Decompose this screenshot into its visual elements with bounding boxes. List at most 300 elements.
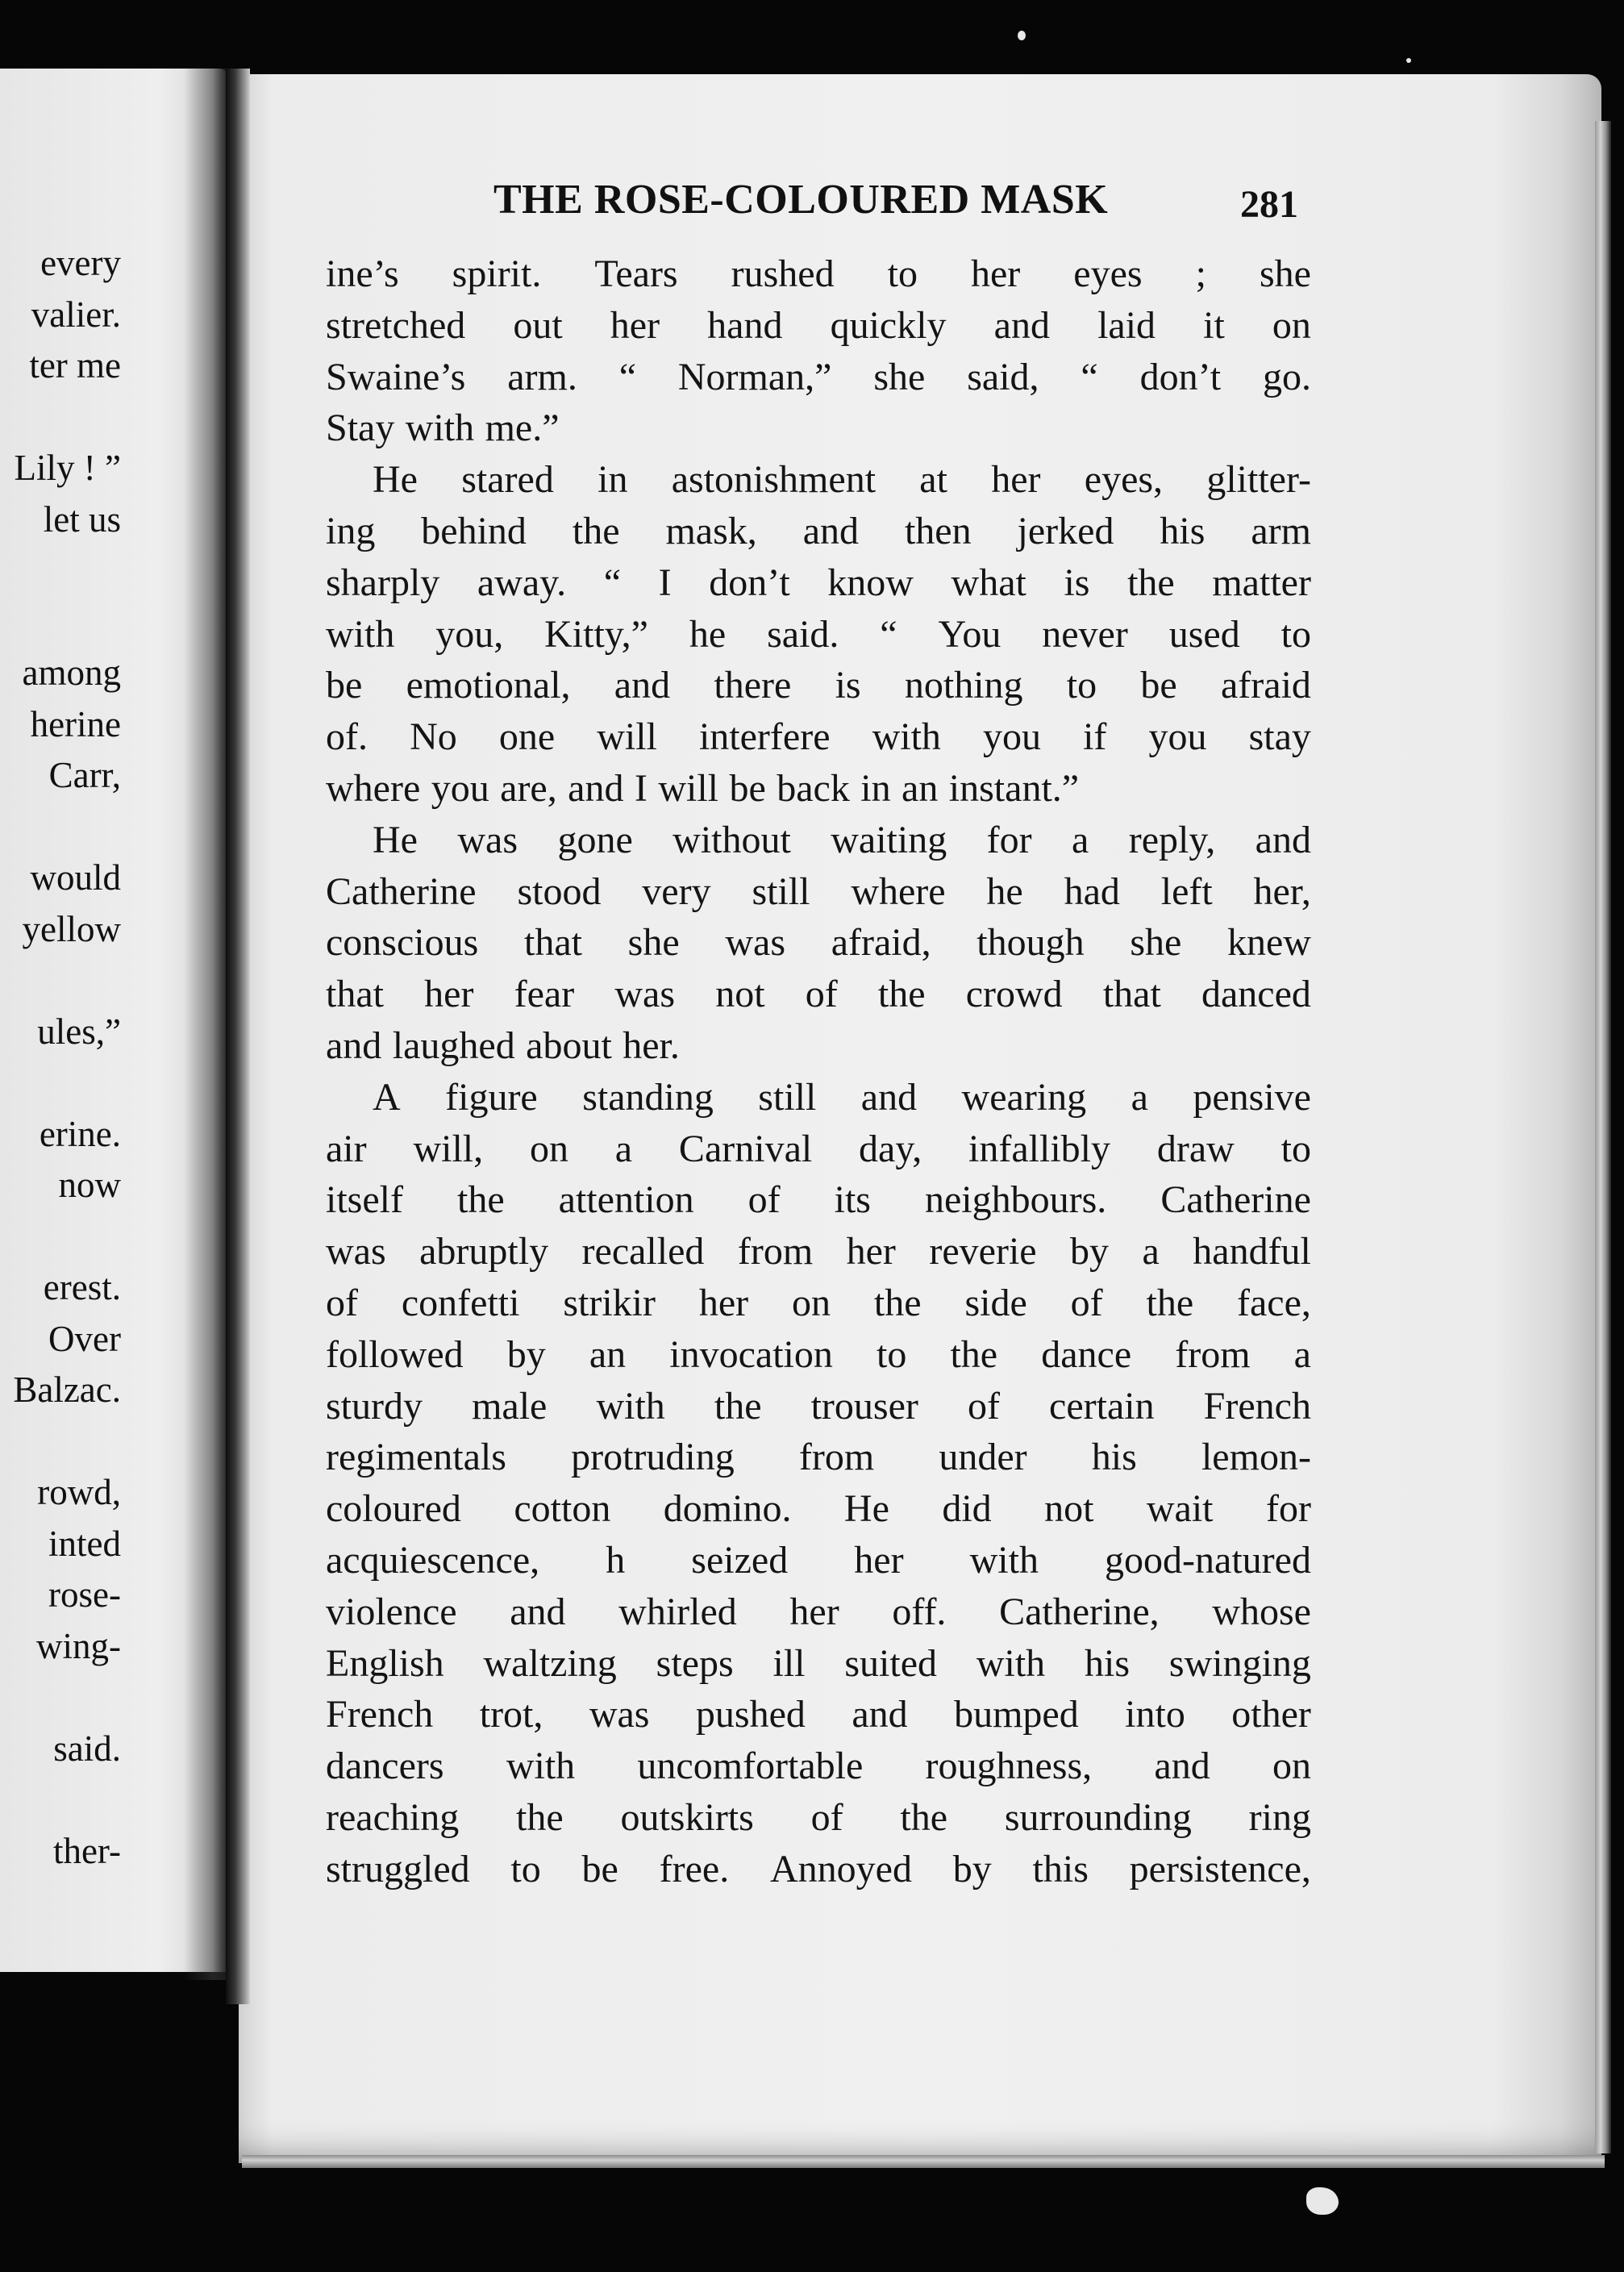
word: face, (1237, 1281, 1311, 1324)
word: very (642, 869, 711, 913)
word: be (326, 664, 363, 707)
word: this (1032, 1847, 1089, 1891)
word: attention (558, 1178, 694, 1222)
word: it (1203, 303, 1225, 347)
word: the (714, 1384, 762, 1428)
word: cotton (514, 1487, 611, 1531)
word: a (1142, 1230, 1160, 1274)
word: you (431, 766, 489, 810)
word: He (843, 1487, 889, 1531)
word: away. (477, 561, 567, 604)
text-line (326, 352, 1311, 403)
word: ing (326, 509, 376, 552)
word: eyes (1073, 252, 1143, 295)
left-page-line (0, 392, 121, 444)
word: I (658, 561, 672, 604)
word: afraid, (831, 921, 931, 965)
word: with (976, 1641, 1046, 1685)
word: and (510, 1590, 566, 1633)
text-line (326, 248, 1311, 300)
word: quickly (830, 303, 947, 347)
word: danced (1201, 973, 1311, 1016)
word: you, (435, 612, 504, 656)
word: of (805, 973, 838, 1016)
word: arm (1251, 509, 1311, 552)
word: other (1231, 1693, 1311, 1736)
word: lemon- (1201, 1436, 1311, 1479)
word: the (1146, 1281, 1194, 1324)
word: by (952, 1847, 992, 1891)
word: by (506, 1332, 546, 1376)
word: he (986, 869, 1023, 913)
text-line (326, 1792, 1311, 1844)
word: not (715, 973, 765, 1016)
word: back (777, 766, 850, 810)
word: struggled (326, 1847, 470, 1891)
text-line (326, 300, 1311, 352)
left-page-line: wing- (36, 1625, 121, 1666)
left-page-line: valier. (31, 294, 121, 335)
word: still (752, 869, 810, 913)
word: infallibly (968, 1127, 1111, 1170)
word: to (1280, 612, 1311, 656)
word: bumped (954, 1693, 1079, 1736)
word: was (614, 973, 676, 1016)
running-head: THE ROSE-COLOURED MASK (493, 177, 1109, 223)
word: “ (603, 561, 621, 604)
word: will (597, 715, 657, 759)
word: and (614, 664, 671, 707)
word: and (568, 766, 624, 810)
word: spirit. (452, 252, 542, 295)
word: on (792, 1281, 831, 1324)
word: in (598, 458, 628, 502)
word: protruding (571, 1436, 735, 1479)
word: the (950, 1332, 998, 1376)
word: her (991, 458, 1041, 502)
word: trot, (479, 1693, 543, 1736)
left-page-line: said. (53, 1728, 121, 1769)
word: she (1259, 252, 1311, 295)
word: dancers (326, 1745, 444, 1788)
word: that (524, 921, 582, 965)
word: the (516, 1795, 564, 1839)
word: No (410, 715, 457, 759)
word: He (373, 458, 418, 502)
word: her, (1253, 869, 1311, 913)
word: if (1083, 715, 1107, 759)
word: abruptly (419, 1230, 549, 1274)
word: on (529, 1127, 568, 1170)
word: and (860, 1075, 918, 1119)
word: be (581, 1847, 618, 1891)
text-line (326, 917, 1311, 969)
word: astonishment (671, 458, 877, 502)
word: recalled (581, 1230, 705, 1274)
word: Catherine (326, 869, 477, 913)
word: coloured (326, 1487, 461, 1531)
word: Catherine (1160, 1178, 1311, 1222)
word: was (457, 818, 518, 861)
text-line (326, 1174, 1311, 1226)
word: to (1066, 664, 1097, 707)
word: an (902, 766, 939, 810)
word: pensive (1193, 1075, 1311, 1119)
word: draw (1156, 1127, 1235, 1170)
word: seized (691, 1538, 789, 1582)
word: in (860, 766, 891, 810)
word: of (326, 1281, 358, 1324)
word: she (627, 921, 680, 965)
text-line (326, 1381, 1311, 1432)
word: domino. (663, 1487, 792, 1531)
word: for (1265, 1487, 1311, 1531)
text-line (326, 866, 1311, 918)
word: outskirts (620, 1795, 754, 1839)
word: me.” (485, 406, 560, 450)
word: had (1064, 869, 1120, 913)
word: don’t (1139, 355, 1222, 398)
word: was (326, 1230, 386, 1274)
word: confetti (401, 1281, 520, 1324)
word: stay (1248, 715, 1311, 759)
word: reply, (1128, 818, 1216, 861)
page-number: 281 (1240, 183, 1298, 226)
word: Tears (594, 252, 678, 295)
left-page-line: ther- (52, 1830, 121, 1871)
dust-speck (1406, 58, 1411, 63)
word: interfere (698, 715, 831, 759)
word: his (1091, 1436, 1137, 1479)
word: was (725, 921, 785, 965)
word: there (714, 664, 792, 707)
word: laid (1097, 303, 1156, 347)
word: where (851, 869, 946, 913)
word: the (572, 509, 620, 552)
word: she (873, 355, 926, 398)
word: the (1127, 561, 1175, 604)
word: her (970, 252, 1021, 295)
word: standing (582, 1075, 714, 1119)
word: an (589, 1332, 627, 1376)
word: whirled (618, 1590, 737, 1633)
left-page-line (0, 1057, 121, 1109)
text-line (326, 1586, 1311, 1638)
word: into (1125, 1693, 1185, 1736)
word: You (938, 612, 1001, 656)
word: her (698, 1281, 749, 1324)
word: though (976, 921, 1085, 965)
text-line (326, 969, 1311, 1020)
word: that (1102, 973, 1161, 1016)
word: left (1160, 869, 1213, 913)
text-line (326, 1020, 1311, 1072)
word: pushed (695, 1693, 806, 1736)
text-line (326, 1432, 1311, 1483)
word: and (852, 1693, 908, 1736)
left-page-line (0, 802, 121, 853)
word: whose (1212, 1590, 1311, 1633)
word: glitter- (1206, 458, 1311, 502)
text-line (326, 1740, 1311, 1792)
word: persistence, (1129, 1847, 1311, 1891)
word: mask, (665, 509, 757, 552)
word: go. (1262, 355, 1311, 398)
word: Norman,” (677, 355, 832, 398)
text-line (326, 454, 1311, 506)
word: invocation (669, 1332, 833, 1376)
word: Carnival (678, 1127, 813, 1170)
left-page-line (0, 1211, 121, 1263)
word: that (326, 973, 384, 1016)
word: don’t (709, 561, 790, 604)
word: the (900, 1795, 948, 1839)
text-line (326, 1226, 1311, 1278)
word: instant.” (948, 766, 1080, 810)
left-page-line: herine (30, 703, 121, 744)
word: certain (1049, 1384, 1155, 1428)
word: you (983, 715, 1041, 759)
word: itself (326, 1178, 403, 1222)
word: hand (707, 303, 783, 347)
word: jerked (1017, 509, 1114, 552)
word: trouser (810, 1384, 918, 1428)
word: air (326, 1127, 367, 1170)
word: Swaine’s (326, 355, 466, 398)
word: ; (1195, 252, 1206, 295)
word: still (758, 1075, 817, 1119)
text-line (326, 1483, 1311, 1535)
word: matter (1212, 561, 1311, 604)
word: handful (1193, 1230, 1311, 1274)
word: her. (623, 1023, 680, 1067)
text-line (326, 506, 1311, 557)
word: steps (656, 1641, 734, 1685)
word: sharply (326, 561, 440, 604)
text-line (326, 609, 1311, 661)
word: stood (517, 869, 602, 913)
word: what (951, 561, 1026, 604)
word: with (969, 1538, 1039, 1582)
word: off. (892, 1590, 947, 1633)
word: reverie (929, 1230, 1037, 1274)
word: used (1168, 612, 1240, 656)
left-page-line: every (40, 243, 121, 283)
left-page-line: among (22, 652, 121, 693)
word: is (1064, 561, 1090, 604)
word: nothing (904, 664, 1023, 707)
word: and (326, 1023, 382, 1067)
word: is (835, 664, 861, 707)
word: laughed (392, 1023, 515, 1067)
word: of (810, 1795, 843, 1839)
word: sturdy (326, 1384, 423, 1428)
left-page-line: let us (43, 498, 121, 540)
text-line (326, 711, 1311, 763)
word: under (939, 1436, 1027, 1479)
word: swinging (1168, 1641, 1311, 1685)
word: eyes, (1084, 458, 1164, 502)
word: the (877, 973, 926, 1016)
text-line (326, 1278, 1311, 1329)
left-page-line (0, 597, 121, 648)
word: He (373, 818, 418, 861)
word: you (1148, 715, 1207, 759)
word: followed (326, 1332, 464, 1376)
word: with (596, 1384, 665, 1428)
word: her (789, 1590, 839, 1633)
word: Catherine, (999, 1590, 1160, 1633)
word: I (634, 766, 648, 810)
left-page-line: Balzac. (13, 1369, 121, 1410)
word: said. (767, 612, 839, 656)
text-line (326, 1638, 1311, 1690)
dust-speck (1306, 2187, 1339, 2215)
word: will, (413, 1127, 484, 1170)
word: will (658, 766, 719, 810)
word: a (614, 1127, 633, 1170)
word: to (510, 1847, 541, 1891)
text-line (326, 660, 1311, 711)
word: behind (421, 509, 527, 552)
word: good-natured (1105, 1538, 1311, 1582)
word: side (964, 1281, 1027, 1324)
word: out (513, 303, 563, 347)
word: h (606, 1538, 626, 1582)
left-page-line (0, 1672, 121, 1724)
word: dance (1041, 1332, 1132, 1376)
word: with (506, 1745, 576, 1788)
text-line (326, 1535, 1311, 1586)
word: emotional, (406, 664, 571, 707)
left-page-line: rowd, (37, 1472, 121, 1512)
word: be (1140, 664, 1177, 707)
word: where (326, 766, 421, 810)
word: from (737, 1230, 814, 1274)
word: be (729, 766, 766, 810)
word: conscious (326, 921, 479, 965)
page-edge-bottom (242, 2155, 1605, 2168)
word: and (802, 509, 860, 552)
word: the (873, 1281, 922, 1324)
left-page-line: yellow (22, 908, 121, 949)
word: waltzing (483, 1641, 617, 1685)
left-page-line: ules,” (37, 1011, 121, 1052)
word: strikir (563, 1281, 656, 1324)
body-text (326, 248, 1311, 1895)
word: French (1203, 1384, 1311, 1428)
dust-speck (1018, 31, 1026, 40)
word: a (1131, 1075, 1148, 1119)
word: at (919, 458, 947, 502)
left-page-line (0, 545, 121, 597)
word: “ (1081, 355, 1098, 398)
word: gone (557, 818, 633, 861)
word: uncomfortable (637, 1745, 864, 1788)
word: knew (1227, 921, 1311, 965)
left-page-text (0, 238, 121, 1877)
word: rushed (731, 252, 835, 295)
word: of (1070, 1281, 1103, 1324)
word: on (1272, 303, 1311, 347)
word: Kitty,” (544, 612, 648, 656)
word: to (877, 1332, 907, 1376)
left-page-line: ter me (29, 345, 121, 386)
word: he (689, 612, 727, 656)
word: arm. (507, 355, 577, 398)
word: the (457, 1178, 505, 1222)
word: not (1044, 1487, 1094, 1531)
left-page-line (0, 1774, 121, 1826)
word: “ (618, 355, 637, 398)
word: and (1255, 818, 1311, 861)
word: her (846, 1230, 896, 1274)
word: without (673, 818, 791, 861)
text-line (326, 763, 1311, 815)
left-page-line (0, 955, 121, 1007)
word: crowd (965, 973, 1063, 1016)
word: and (993, 303, 1050, 347)
text-line (326, 1844, 1311, 1895)
word: “ (880, 612, 897, 656)
text-line (326, 402, 1311, 454)
word: by (1070, 1230, 1110, 1274)
text-line (326, 1689, 1311, 1740)
word: and (1154, 1745, 1210, 1788)
left-page-line: would (30, 857, 121, 898)
word: his (1085, 1641, 1131, 1685)
word: on (1272, 1745, 1311, 1788)
left-page-line (0, 1416, 121, 1468)
word: her (854, 1538, 904, 1582)
word: English (326, 1641, 444, 1685)
word: about (526, 1023, 612, 1067)
word: A (373, 1075, 401, 1119)
word: stretched (326, 303, 466, 347)
left-page-line: rose- (48, 1574, 121, 1615)
word: wearing (961, 1075, 1087, 1119)
word: then (904, 509, 972, 552)
word: male (472, 1384, 548, 1428)
left-page-line: now (58, 1165, 121, 1205)
word: with (326, 612, 395, 656)
word: Stay (326, 406, 395, 450)
word: reaching (326, 1795, 460, 1839)
word: with (405, 406, 475, 450)
word: French (326, 1693, 434, 1736)
word: one (498, 715, 556, 759)
word: she (1130, 921, 1182, 965)
text-line (326, 1329, 1311, 1381)
word: from (798, 1436, 875, 1479)
left-page-line: Over (48, 1318, 121, 1359)
text-line (326, 815, 1311, 866)
word: a (1072, 818, 1089, 861)
word: are, (500, 766, 557, 810)
word: a (1293, 1332, 1311, 1376)
word: know (827, 561, 914, 604)
word: ill (772, 1641, 806, 1685)
word: regimentals (326, 1436, 506, 1479)
word: never (1042, 612, 1128, 656)
word: stared (461, 458, 554, 502)
left-page-line: Lily ! ” (14, 448, 121, 488)
word: surrounding (1004, 1795, 1192, 1839)
left-page-line: erest. (43, 1267, 121, 1307)
word: fear (514, 973, 575, 1016)
word: suited (844, 1641, 937, 1685)
word: violence (326, 1590, 457, 1633)
